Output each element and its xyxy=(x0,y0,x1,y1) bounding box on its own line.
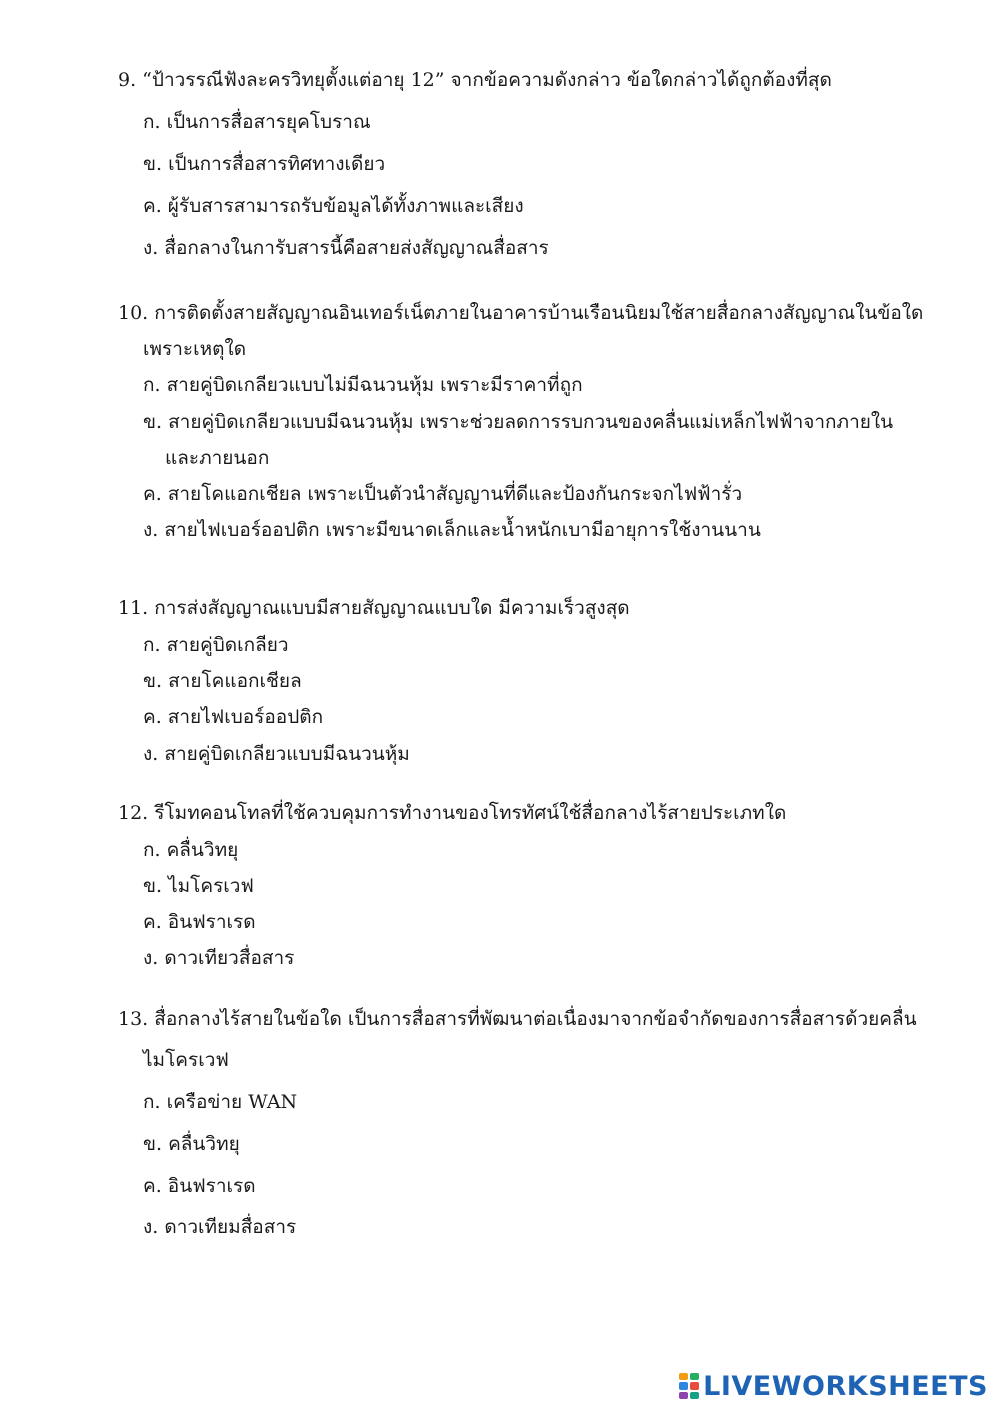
q12-option-c[interactable]: ค. อินฟราเรด xyxy=(143,911,256,933)
q12-option-b[interactable]: ข. ไมโครเวฟ xyxy=(143,875,254,897)
question-9: 9. “ป้าวรรณีฟังละครวิทยุตั้งแต่อายุ 12” จากข้อความดังกล่าว ข้อใดกล่าวได้ถูกต้องที่สุด xyxy=(118,69,832,91)
q12-option-d[interactable]: ง. ดาวเทียวสื่อสาร xyxy=(143,947,295,969)
q9-option-c[interactable]: ค. ผู้รับสารสามารถรับข้อมูลได้ทั้งภาพและเสียง xyxy=(143,195,524,217)
liveworksheets-logo xyxy=(679,1370,988,1402)
q10-option-c[interactable]: ค. สายโคแอกเชียล เพราะเป็นตัวนำสัญญานที่ดีและป้องกันกระจกไฟฟ้ารั่ว xyxy=(143,483,743,505)
question-10: 10. การติดตั้งสายสัญญาณอินเทอร์เน็ตภายในอาคารบ้านเรือนนิยมใช้สายสื่อกลางสัญญาณในข้อใด xyxy=(118,302,924,324)
q9-option-b[interactable]: ข. เป็นการสื่อสารทิศทางเดียว xyxy=(143,153,386,175)
q13-option-a[interactable]: ก. เครือข่าย WAN xyxy=(143,1091,298,1113)
question-10-continued: เพราะเหตุใด xyxy=(143,338,247,360)
question-11: 11. การส่งสัญญาณแบบมีสายสัญญาณแบบใด มีความเร็วสูงสุด xyxy=(118,597,630,619)
q13-option-b[interactable]: ข. คลื่นวิทยุ xyxy=(143,1133,240,1155)
q10-option-d[interactable]: ง. สายไฟเบอร์ออปติก เพราะมีขนาดเล็กและน้ำหนักเบามีอายุการใช้งานนาน xyxy=(143,519,761,541)
q10-option-b-continued: และภายนอก xyxy=(165,447,270,469)
q10-option-b[interactable]: ข. สายคู่บิดเกลียวแบบมีฉนวนหุ้ม เพราะช่วยลดการรบกวนของคลื่นแม่เหล็กไฟฟ้าจากภายใน xyxy=(143,411,894,433)
question-13-continued: ไมโครเวฟ xyxy=(143,1049,229,1071)
question-12: 12. รีโมทคอนโทลที่ใช้ควบคุมการทำงานของโทรทัศน์ใช้สื่อกลางไร้สายประเภทใด xyxy=(118,802,787,824)
q11-option-d[interactable]: ง. สายคู่บิดเกลียวแบบมีฉนวนหุ้ม xyxy=(143,743,410,765)
q11-option-a[interactable]: ก. สายคู่บิดเกลียว xyxy=(143,634,289,656)
q9-option-d[interactable]: ง. สื่อกลางในการับสารนี้คือสายส่งสัญญาณสื่อสาร xyxy=(143,237,549,259)
q12-option-a[interactable]: ก. คลื่นวิทยุ xyxy=(143,839,239,861)
q13-option-c[interactable]: ค. อินฟราเรด xyxy=(143,1175,256,1197)
liveworksheets-logo-icon xyxy=(679,1373,699,1399)
question-13: 13. สื่อกลางไร้สายในข้อใด เป็นการสื่อสารที่พัฒนาต่อเนื่องมาจากข้อจำกัดของการสื่อสารด้วยคลื่น xyxy=(118,1008,917,1030)
q10-option-a[interactable]: ก. สายคู่บิดเกลียวแบบไม่มีฉนวนหุ้ม เพราะมีราคาที่ถูก xyxy=(143,374,583,396)
liveworksheets-logo-text: LIVEWORKSHEETS xyxy=(703,1370,988,1402)
q13-option-d[interactable]: ง. ดาวเทียมสื่อสาร xyxy=(143,1216,297,1238)
q9-option-a[interactable]: ก. เป็นการสื่อสารยุคโบราณ xyxy=(143,111,371,133)
q11-option-c[interactable]: ค. สายไฟเบอร์ออปติก xyxy=(143,706,324,728)
q11-option-b[interactable]: ข. สายโคแอกเชียล xyxy=(143,670,302,692)
